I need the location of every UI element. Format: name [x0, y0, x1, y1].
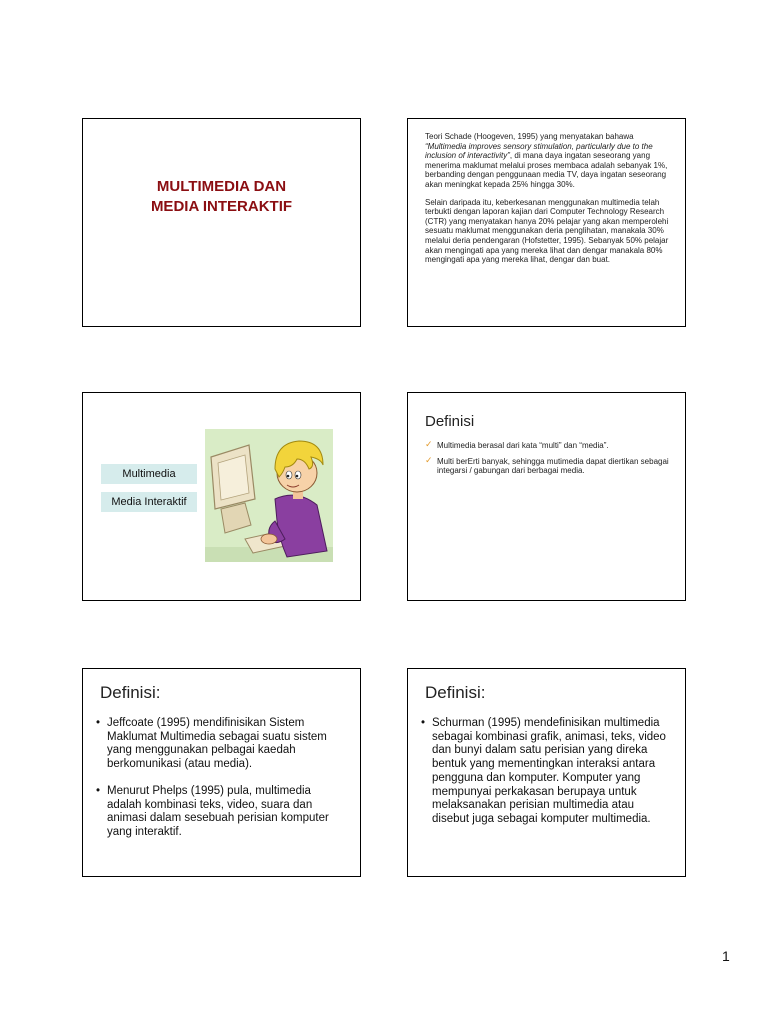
definition-list	[425, 441, 677, 482]
slide-4-definisi	[407, 392, 686, 601]
media-interaktif-label: Media Interaktif	[101, 492, 197, 512]
paragraph-1	[425, 132, 673, 190]
slide-2-teori	[407, 118, 686, 327]
definition-list	[421, 717, 671, 840]
slide-5-definisi	[82, 668, 361, 877]
list-item	[96, 717, 346, 772]
list-item-text: Multimedia berasal dari kata “multi” dan “media”.	[437, 441, 609, 450]
para1-start: Teori Schade (Hoogeven, 1995) yang menyatakan bahawa	[425, 132, 634, 141]
slide-title	[83, 177, 360, 217]
slide-3-illustration	[82, 392, 361, 601]
list-item	[425, 441, 677, 451]
list-item	[425, 454, 677, 476]
definition-list	[96, 717, 346, 853]
child-computer-illustration	[205, 429, 333, 562]
bullet-icon: •	[421, 717, 426, 729]
bullet-icon: •	[96, 784, 101, 797]
para1-rest: , di mana daya ingatan seseorang yang menerima maklumat melalui proses membaca adalah sebanyak 1%, berbanding dengan penggunaan media TV, daya ingatan seseorang akan meningkat kepada 25% hingga 30%.	[425, 151, 668, 189]
multimedia-label: Multimedia	[101, 464, 197, 484]
title-line-2: MEDIA INTERAKTIF	[150, 198, 293, 215]
slide-heading: Definisi:	[100, 683, 161, 702]
page-number: 1	[722, 948, 730, 964]
slide-heading: Definisi:	[425, 683, 486, 702]
list-item	[421, 717, 671, 827]
slide-1-title	[82, 118, 361, 327]
list-item-text: Menurut Phelps (1995) pula, multimedia adalah kombinasi teks, video, suara dan animasi dalam sesebuah perisian komputer yang interaktif.	[107, 784, 329, 838]
bullet-icon: •	[96, 717, 101, 729]
list-item	[96, 785, 346, 840]
list-item-text: Schurman (1995) mendefinisikan multimedia sebagai kombinasi grafik, animasi, teks, video dan bunyi dalam satu perisian yang direka bentuk yang mementingkan interaksi antara pengguna dan komputer. Komputer yang mempunyai perkakasan berupaya untuk melaksanakan perisian multimedia atau disebut juga sebagai komputer multimedia.	[432, 717, 666, 825]
title-line-1: MULTIMEDIA DAN	[156, 178, 287, 195]
paragraph-2: Selain daripada itu, keberkesanan menggunakan multimedia telah terbukti dengan laporan kajian dari Computer Technology Research (CTR) yang menyatakan hanya 20% pelajar yang akan memperolehi sesuatu maklumat menggunakan deria penglihatan, manakala 30% melalui deria pendengaran (Hofstetter, 1995). Sebanyak 50% pelajar akan mengingati apa yang mereka lihat dan dengar manakala 80% mengingati apa yang mereka lihat, dengar dan buat.	[425, 197, 669, 265]
list-item-text: Jeffcoate (1995) mendifinisikan Sistem Maklumat Multimedia sebagai suatu sistem yang menggunakan pelbagai kaedah berkomunikasi (atau media).	[107, 717, 327, 771]
slide-2-text	[425, 132, 673, 273]
para1-quote: “Multimedia improves sensory stimulation, particularly due to the inclusion of interactivity”	[425, 141, 653, 161]
slide-heading: Definisi	[425, 413, 475, 430]
checkmark-icon: ✓	[425, 439, 433, 449]
slide-6-definisi	[407, 668, 686, 877]
checkmark-icon: ✓	[425, 454, 433, 465]
list-item-text: Multi berErti banyak, sehingga mutimedia dapat diertikan sebagai integarsi / gabungan dari berbagai media.	[437, 456, 669, 476]
